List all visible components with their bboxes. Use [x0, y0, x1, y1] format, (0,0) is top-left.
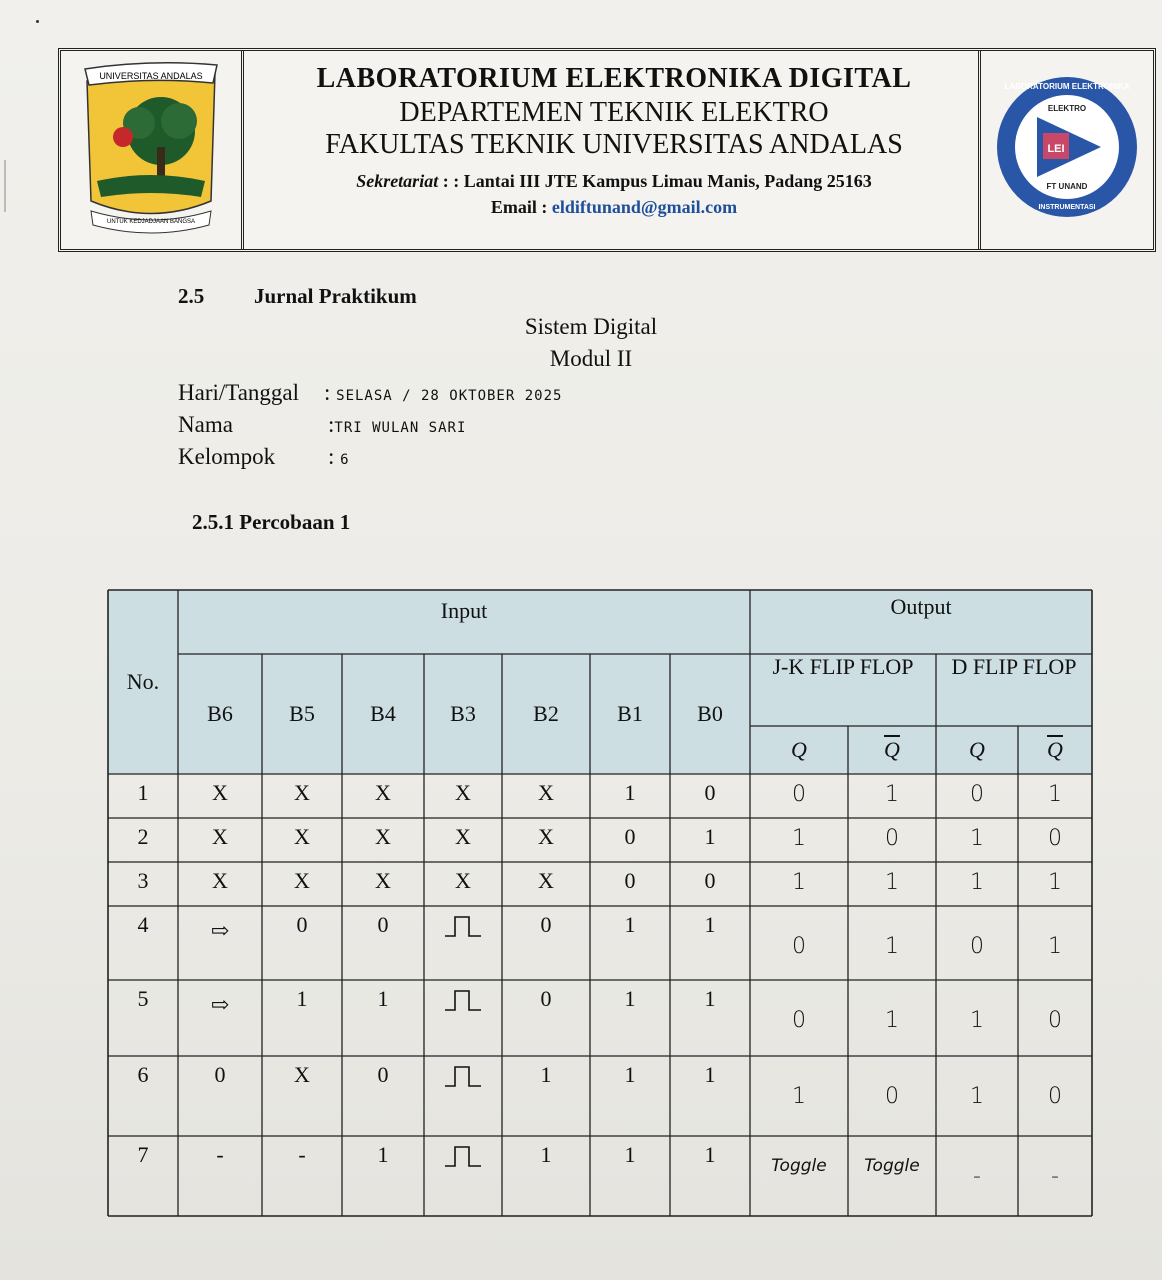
output-cell-d-qbar: 1 [1048, 870, 1062, 895]
logo-right-top: ELEKTRO [1047, 104, 1087, 113]
output-cell-jk-q: 1 [792, 1084, 806, 1109]
input-cell-b1: 1 [624, 1142, 636, 1167]
output-cell-jk-q: 0 [792, 934, 806, 959]
d-flipflop-header: D FLIP FLOP [936, 654, 1092, 726]
input-cell-b0: 1 [704, 986, 716, 1011]
input-cell-b6: X [212, 780, 228, 805]
subject-title: Sistem Digital [524, 314, 658, 339]
input-cell-b6: - [216, 1142, 224, 1167]
output-cell-d-q: 1 [970, 1084, 984, 1109]
info-date: Hari/Tanggal : SELASA / 28 OKTOBER 2025 [178, 380, 563, 405]
input-cell-b1: 1 [624, 912, 636, 937]
input-cell-b6: X [212, 868, 228, 893]
logo-left-ribbon: UNTUK KEDJADJAAN BANGSA [106, 219, 196, 225]
input-cell-b5: X [294, 824, 310, 849]
output-cell-jk-q: 0 [792, 1008, 806, 1033]
input-cell-b5: X [294, 868, 310, 893]
faculty-name: FAKULTAS TEKNIK UNIVERSITAS ANDALAS [325, 129, 903, 160]
input-cell-b1: 1 [624, 780, 636, 805]
secretariat-address: Sekretariat : : Lantai III JTE Kampus Limau Manis, Padang 25163 [356, 171, 872, 191]
output-cell-d-qbar: - [1051, 1164, 1059, 1189]
qbar-label: $\overline{Q}$ [1047, 737, 1063, 762]
row-number: 1 [137, 780, 149, 805]
output-cell-d-q: 0 [970, 782, 984, 807]
input-cell-b6: X [212, 824, 228, 849]
input-cell-b2: X [538, 824, 554, 849]
input-cell-b5: 1 [296, 986, 308, 1011]
input-header: Input [178, 590, 750, 654]
input-cell-b4: 0 [377, 1062, 389, 1087]
input-cell-b4: 1 [377, 1142, 389, 1167]
logo-right-mid: LEI [1047, 143, 1065, 155]
input-cell-b0: 1 [704, 1142, 716, 1167]
output-cell-jk-qbar: 1 [885, 870, 899, 895]
output-cell-jk-q: 1 [792, 870, 806, 895]
row-number: 6 [137, 1062, 149, 1087]
input-cell-b2: 0 [540, 912, 552, 937]
input-cell-b5: X [294, 1062, 310, 1087]
output-cell-d-q: 1 [970, 826, 984, 851]
output-cell-jk-q: Toggle [771, 1156, 827, 1176]
input-col-b1: B1 [590, 654, 670, 774]
row-number: 5 [137, 986, 149, 1011]
arrow-right-icon: ⇨ [210, 918, 230, 943]
no-header: No. [108, 590, 178, 774]
input-col-b4: B4 [342, 654, 424, 774]
input-cell-b2: 0 [540, 986, 552, 1011]
input-cell-b5: 0 [296, 912, 308, 937]
qbar-label: $\overline{Q}$ [884, 737, 900, 762]
output-cell-d-qbar: 0 [1048, 826, 1062, 851]
subsection-heading: 2.5.1 Percobaan 1 [192, 510, 351, 534]
output-cell-jk-qbar: 1 [885, 782, 899, 807]
input-cell-b3: X [455, 824, 471, 849]
module-title: Modul II [549, 346, 633, 371]
input-cell-b6: 0 [214, 1062, 226, 1087]
input-col-b0: B0 [670, 654, 750, 774]
name-value: TRI WULAN SARI [334, 420, 467, 436]
output-cell-d-qbar: 1 [1048, 934, 1062, 959]
logo-right-ribbon: INSTRUMENTASI [1038, 204, 1096, 211]
input-cell-b4: X [375, 868, 391, 893]
output-cell-jk-qbar: Toggle [864, 1156, 920, 1176]
output-cell-d-qbar: 1 [1048, 782, 1062, 807]
output-cell-d-q: - [973, 1164, 981, 1189]
input-col-b6: B6 [178, 654, 262, 774]
input-cell-b0: 0 [704, 780, 716, 805]
input-cell-b5: X [294, 780, 310, 805]
input-col-b2: B2 [502, 654, 590, 774]
output-cell-d-q: 0 [970, 934, 984, 959]
input-cell-b1: 0 [624, 824, 636, 849]
input-cell-b1: 1 [624, 1062, 636, 1087]
input-cell-b2: 1 [540, 1142, 552, 1167]
lab-name: LABORATORIUM ELEKTRONIKA DIGITAL [316, 63, 912, 94]
input-col-b5: B5 [262, 654, 342, 774]
input-cell-b4: X [375, 780, 391, 805]
input-cell-b3: X [455, 868, 471, 893]
info-name: Nama :TRI WULAN SARI [178, 412, 467, 437]
input-cell-b2: X [538, 780, 554, 805]
output-cell-jk-q: 0 [792, 782, 806, 807]
output-cell-jk-qbar: 0 [885, 826, 899, 851]
output-cell-d-q: 1 [970, 870, 984, 895]
input-cell-b4: 1 [377, 986, 389, 1011]
output-cell-jk-q: 1 [792, 826, 806, 851]
input-cell-b4: 0 [377, 912, 389, 937]
row-number: 7 [137, 1142, 149, 1167]
input-cell-b0: 1 [704, 912, 716, 937]
row-number: 2 [137, 824, 149, 849]
q-label: Q [969, 737, 985, 762]
output-header: Output [750, 590, 1092, 654]
group-value: 6 [340, 452, 350, 468]
row-number: 4 [137, 912, 149, 937]
contact-email: Email : eldiftunand@gmail.com [490, 197, 738, 217]
email-address: eldiftunand@gmail.com [551, 197, 738, 217]
input-cell-b3: X [455, 780, 471, 805]
logo-right-ring: LABORATORIUM ELEKTRONIKA [1004, 82, 1130, 91]
input-cell-b1: 0 [624, 868, 636, 893]
logo-left-text: UNIVERSITAS ANDALAS [99, 71, 203, 81]
logo-right-bottom: FT UNAND [1046, 182, 1088, 191]
input-cell-b2: 1 [540, 1062, 552, 1087]
input-cell-b0: 0 [704, 868, 716, 893]
output-cell-jk-qbar: 1 [885, 1008, 899, 1033]
section-heading: 2.5 Jurnal Praktikum [178, 284, 417, 308]
input-cell-b4: X [375, 824, 391, 849]
arrow-right-icon: ⇨ [210, 992, 230, 1017]
output-cell-d-qbar: 0 [1048, 1084, 1062, 1109]
output-cell-d-q: 1 [970, 1008, 984, 1033]
q-label: Q [791, 737, 807, 762]
department-name: DEPARTEMEN TEKNIK ELEKTRO [399, 97, 829, 128]
row-number: 3 [137, 868, 149, 893]
input-cell-b1: 1 [624, 986, 636, 1011]
output-cell-jk-qbar: 0 [885, 1084, 899, 1109]
info-group: Kelompok : 6 [178, 444, 350, 469]
jk-flipflop-header: J-K FLIP FLOP [750, 654, 936, 726]
input-cell-b2: X [538, 868, 554, 893]
output-cell-jk-qbar: 1 [885, 934, 899, 959]
date-value: SELASA / 28 OKTOBER 2025 [336, 388, 563, 404]
input-col-b3: B3 [424, 654, 502, 774]
input-cell-b0: 1 [704, 824, 716, 849]
output-cell-d-qbar: 0 [1048, 1008, 1062, 1033]
input-cell-b0: 1 [704, 1062, 716, 1087]
input-cell-b5: - [298, 1142, 306, 1167]
